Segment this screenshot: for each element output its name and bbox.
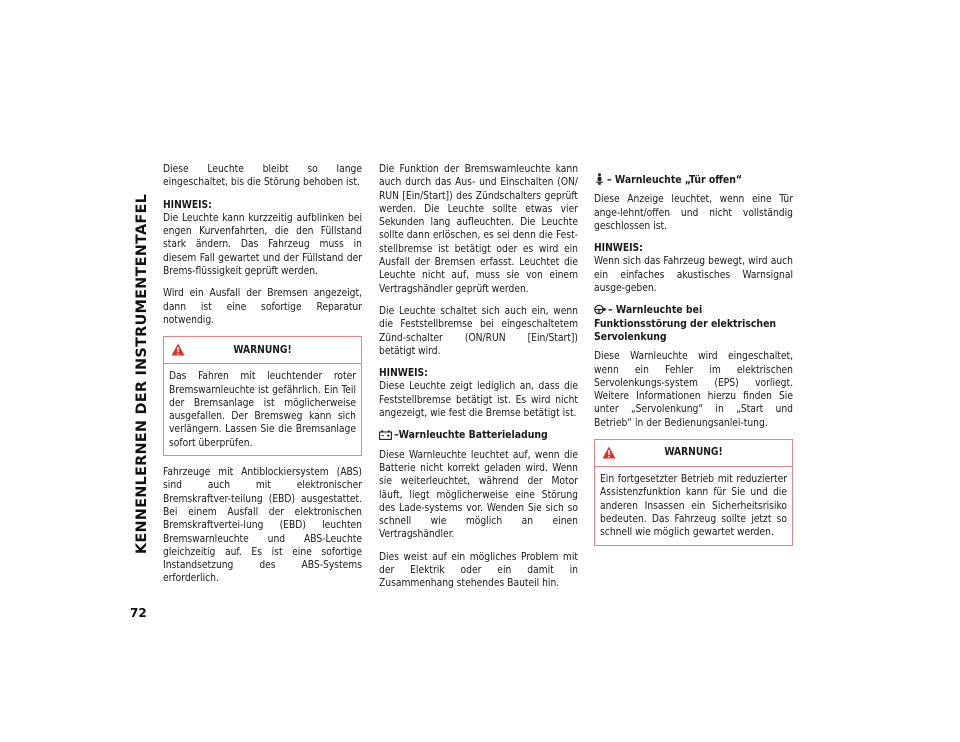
column-3 xyxy=(594,163,793,556)
section-heading-battery xyxy=(379,429,578,442)
column-2 xyxy=(379,163,578,600)
section-heading-text: –Warnleuchte Batterieladung xyxy=(394,429,548,442)
steering-wheel-icon xyxy=(594,304,606,315)
paragraph: Diese Warnleuchte leuchtet auf, wenn die Batterie nicht korrekt geladen wird. Wenn sie weiterleuchtet, während der Motor läuft, liegt möglicherweise eine Störung des Lade-systems vor. Wenden Sie sich so schnell wie möglich an einen Vertragshändler. xyxy=(379,449,578,541)
warning-triangle-icon xyxy=(602,446,616,459)
warning-text: Das Fahren mit leuchtender roter Bremswarnleuchte ist gefährlich. Ein Teil der Bremsanlage ist möglicherweise ausgefallen. Der Bremsweg kann sich verlängern. Lassen Sie die Bremsanlage sofort überprüfen. xyxy=(169,371,356,449)
paragraph: Diese Leuchte bleibt so lange eingeschaltet, bis die Störung behoben ist. xyxy=(163,164,362,189)
note-label: HINWEIS: xyxy=(379,368,428,380)
note-text: Die Leuchte kann kurzzeitig aufblinken bei engen Kurvenfahrten, die den Füllstand stark ändern. Das Fahrzeug muss in diesem Fall gewartet und der Füllstand der Brems-flüssigkeit geprüft werden. xyxy=(163,212,362,278)
warning-triangle-icon xyxy=(171,343,185,356)
section-heading-eps xyxy=(594,304,793,344)
note xyxy=(379,367,578,420)
note-label: HINWEIS: xyxy=(594,243,643,255)
warning-header xyxy=(595,440,792,467)
warning-box xyxy=(163,336,362,456)
column-1 xyxy=(163,163,362,595)
warning-box xyxy=(594,439,793,545)
paragraph: Diese Warnleuchte wird eingeschaltet, wenn ein Fehler im elektrischen Servolenkungs-system (EPS) vorliegt. Weitere Informationen hierzu finden Sie unter „Servolenkung“ in „Start und Betrieb“ in der Bedienungsanlei-tung. xyxy=(594,351,793,429)
note xyxy=(163,199,362,279)
paragraph: Wird ein Ausfall der Bremsen angezeigt, dann ist eine sofortige Reparatur notwendig. xyxy=(163,288,362,326)
warning-header xyxy=(164,337,361,364)
side-title xyxy=(129,164,155,584)
note-label: HINWEIS: xyxy=(163,199,212,211)
warning-title: WARNUNG! xyxy=(664,447,723,459)
section-heading-door xyxy=(594,173,793,187)
paragraph: Die Funktion der Bremswarnleuchte kann auch durch das Aus- und Einschalten (ON/ RUN [Ein/Start]) des Zündschalters geprüft werden. Die Leuchte sollte etwas vier Sekunden lang aufleuchten. Die Leuchte sollte dann erlöschen, es sei denn die Fest-stellbremse ist betätigt oder es wird ein Ausfall der Bremsen erfasst. Leuchtet die Leuchte nicht auf, muss sie von einem Vertragshändler geprüft werden. xyxy=(379,164,578,295)
warning-text: Ein fortgesetzter Betrieb mit reduzierter Assistenzfunktion kann für Sie und die anderen Insassen ein Sicherheitsrisiko bedeuten. Das Fahrzeug sollte jetzt so schnell wie möglich gewartet werden. xyxy=(600,474,787,539)
paragraph: Die Leuchte schaltet sich auch ein, wenn die Feststellbremse bei eingeschaltetem Zünd-schalter (ON/RUN [Ein/Start]) betätigt wird. xyxy=(379,305,578,357)
paragraph: Fahrzeuge mit Antiblockiersystem (ABS) sind auch mit elektronischer Bremskraftver-teilung (EBD) ausgestattet. Bei einem Ausfall der elektronischen Bremskraftvertei-lung (EBD) leuchten Bremswarnleuchte und ABS-Leuchte gleichzeitig auf. Es ist eine sofortige Instandsetzung des ABS-Systems erforderlich. xyxy=(163,467,362,585)
note-text: Diese Leuchte zeigt lediglich an, dass die Feststellbremse betätigt ist. Es wird nicht angezeigt, wie fest die Bremse betätigt ist. xyxy=(379,381,578,420)
warning-title: WARNUNG! xyxy=(233,344,292,356)
page-number: 72 xyxy=(130,606,147,620)
note-text: Wenn sich das Fahrzeug bewegt, wird auch ein einfaches akustisches Warnsignal ausge-geben. xyxy=(594,256,793,295)
battery-icon xyxy=(379,430,392,440)
note xyxy=(594,242,793,295)
paragraph: Dies weist auf ein mögliches Problem mit der Elektrik oder ein damit in Zusammenhang stehendes Bauteil hin. xyxy=(379,551,578,590)
side-title-text: KENNENLERNEN DER INSTRUMENTENTAFEL xyxy=(134,193,150,555)
door-open-icon xyxy=(594,173,605,185)
section-heading-text: – Warnleuchte bei Funktionsstörung der elektrischen Servolenkung xyxy=(594,304,777,343)
paragraph: Diese Anzeige leuchtet, wenn eine Tür ange-lehnt/offen und nicht vollständig geschlossen ist. xyxy=(594,194,793,232)
section-heading-text: – Warnleuchte „Tür offen“ xyxy=(607,174,742,186)
